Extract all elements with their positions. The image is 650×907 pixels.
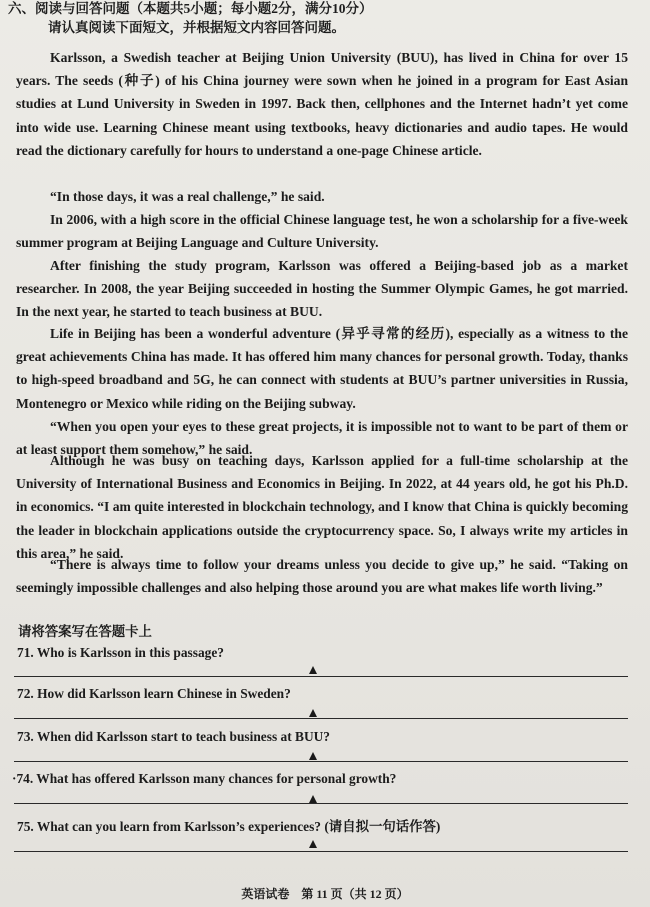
question-74: ·74. What has offered Karlsson many chances for personal growth? (12, 771, 397, 786)
question-75: 75. What can you learn from Karlsson’s experiences? (请自拟一句话作答) (17, 819, 441, 834)
passage-paragraph-2: “In those days, it was a real challenge,” he said. (50, 189, 325, 204)
answer-marker-71 (309, 666, 317, 674)
question-73: 73. When did Karlsson start to teach business at BUU? (17, 729, 330, 744)
passage-paragraph-1: Karlsson, a Swedish teacher at Beijing Union University (BUU), has lived in China for over 15 years. The seeds (种子) of his China journey were sown when he joined in a program for East Asian studies at Lund University in Sweden in 1997. Back then, cellphones and the Internet hadn’t yet come into wide use. Learning Chinese meant using textbooks, heavy dictionaries and audio tapes. He would read the dictionary carefully for hours to understand a one-page Chinese article. (16, 50, 628, 158)
section-title: 六、阅读与回答问题（本题共5小题；每小题2分，满分10分） (8, 1, 373, 16)
page-footer: 英语试卷 第 11 页（共 12 页） (241, 887, 409, 901)
answer-marker-72 (309, 709, 317, 717)
answer-line-74[interactable] (14, 803, 628, 804)
passage-paragraph-7: Although he was busy on teaching days, Karlsson applied for a full-time scholarship at the University of International Business and Economics in Beijing. In 2022, at 44 years old, he got his Ph.D. in economics. “I am quite interested in blockchain technology, and I know that China is quickly becoming the leader in blockchain applications outside the cryptocurrency space. So, I always write my articles in this area,” he said. (16, 453, 628, 561)
passage-paragraph-3: In 2006, with a high score in the official Chinese language test, he won a scholarship for a five-week summer program at Beijing Language and Culture University. (16, 212, 628, 251)
passage-paragraph-4: After finishing the study program, Karlsson was offered a Beijing-based job as a market researcher. In 2008, the year Beijing succeeded in hosting the Summer Olympic Games, he got married. In the next year, he started to teach business at BUU. (16, 258, 628, 320)
answer-line-75[interactable] (14, 851, 628, 852)
instruction-text: 请认真阅读下面短文，并根据短文内容回答问题。 (48, 20, 345, 35)
passage-paragraph-6: “When you open your eyes to these great projects, it is impossible not to want to be part of them or at least support them somehow,” he said. (16, 419, 628, 458)
answer-line-71[interactable] (14, 676, 628, 677)
answer-marker-74 (309, 795, 317, 803)
answer-line-73[interactable] (14, 761, 628, 762)
answer-note: 请将答案写在答题卡上 (18, 624, 152, 639)
answer-marker-73 (309, 752, 317, 760)
passage-paragraph-5: Life in Beijing has been a wonderful adventure (异乎寻常的经历), especially as a witness to the great achievements China has made. It has offered him many chances for personal growth. Today, thanks to high-speed broadband and 5G, he can connect with students at BUU’s partner universities in Russia, Montenegro or Mexico while riding on the Beijing subway. (16, 326, 628, 411)
answer-line-72[interactable] (14, 718, 628, 719)
question-71: 71. Who is Karlsson in this passage? (17, 645, 224, 660)
passage-paragraph-8: “There is always time to follow your dreams unless you decide to give up,” he said. “Taking on seemingly impossible challenges and also helping those around you are what makes life worth living.” (16, 557, 628, 596)
answer-marker-75 (309, 840, 317, 848)
question-72: 72. How did Karlsson learn Chinese in Sweden? (17, 686, 291, 701)
